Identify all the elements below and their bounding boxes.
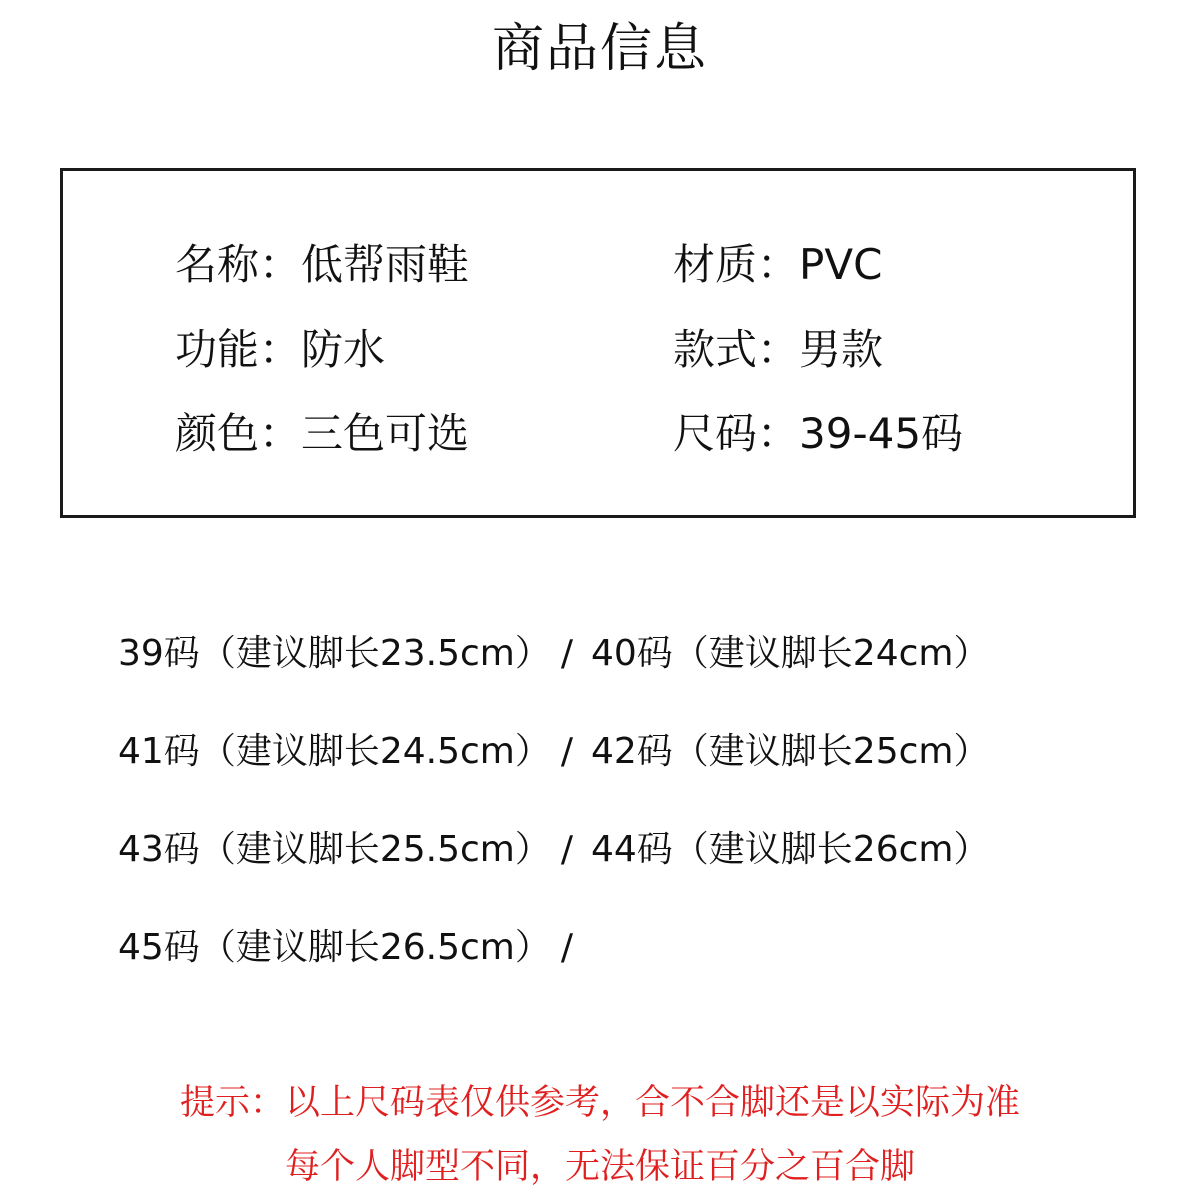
size-label: 43码: [118, 829, 200, 870]
size-foot-length: （建议脚长24cm）: [672, 633, 990, 674]
info-size-label: 尺码：: [673, 409, 800, 458]
info-style-label: 款式：: [673, 325, 800, 374]
info-function-label: 功能：: [175, 325, 302, 374]
info-size: [673, 404, 963, 464]
notice-line-2: 每个人脚型不同，无法保证百分之百合脚: [284, 1147, 915, 1187]
info-material-label: 材质：: [673, 240, 800, 289]
notice-line-1: 提示：以上尺码表仅供参考，合不合脚还是以实际为准: [179, 1083, 1020, 1123]
size-separator: /: [560, 731, 573, 772]
size-label: 42码: [590, 731, 673, 772]
size-foot-length: （建议脚长25cm）: [672, 731, 990, 772]
size-foot-length: （建议脚长24.5cm）: [199, 731, 551, 772]
info-color-label: 颜色：: [175, 409, 302, 458]
info-function: [175, 320, 385, 380]
info-name: [175, 235, 469, 295]
info-function-value: 防水: [301, 325, 386, 374]
size-separator: /: [560, 633, 573, 674]
size-row: [118, 726, 989, 778]
size-label: 45码: [118, 927, 200, 968]
size-foot-length: （建议脚长26cm）: [672, 829, 990, 870]
size-separator: /: [560, 829, 573, 870]
info-color-value: 三色可选: [301, 409, 470, 458]
size-label: 39码: [118, 633, 200, 674]
info-material-value: PVC: [799, 240, 883, 289]
info-color: [175, 404, 469, 464]
info-style: [673, 320, 883, 380]
product-info-box: [60, 168, 1136, 518]
size-foot-length: （建议脚长23.5cm）: [199, 633, 551, 674]
info-name-value: 低帮雨鞋: [301, 240, 470, 289]
page-title: 商品信息: [491, 19, 708, 79]
size-label: 41码: [118, 731, 200, 772]
info-name-label: 名称：: [175, 240, 302, 289]
size-label: 44码: [590, 829, 673, 870]
info-material: [673, 235, 882, 295]
size-foot-length: （建议脚长26.5cm）: [199, 927, 551, 968]
size-separator: /: [560, 927, 573, 968]
size-label: 40码: [590, 633, 673, 674]
size-foot-length: （建议脚长25.5cm）: [199, 829, 551, 870]
info-style-value: 男款: [799, 325, 884, 374]
size-row: [118, 628, 989, 680]
size-row: [118, 824, 989, 876]
info-size-value: 39-45码: [799, 409, 964, 458]
size-row: [118, 922, 591, 974]
